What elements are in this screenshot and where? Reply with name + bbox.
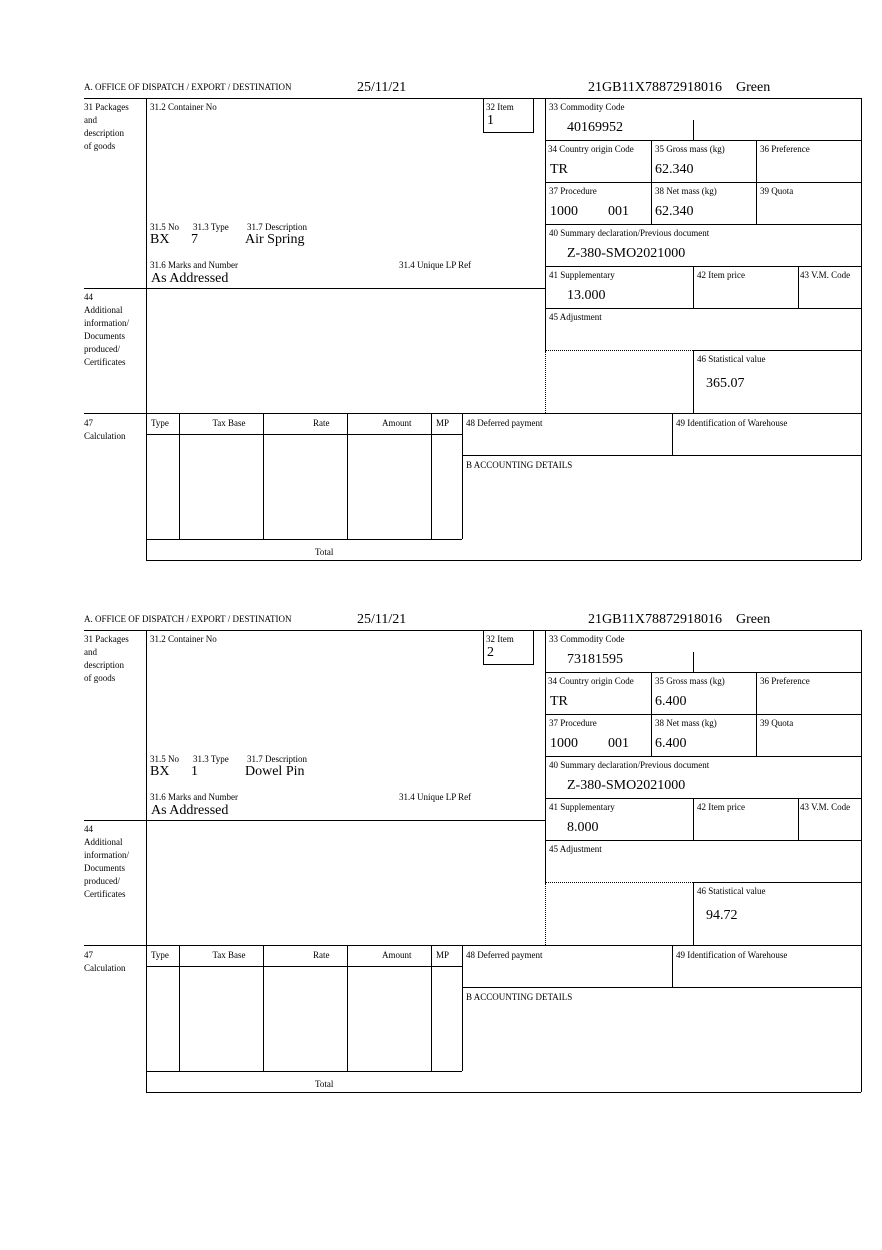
divider: [462, 945, 463, 1071]
accounting-details-label: B ACCOUNTING DETAILS: [466, 992, 573, 1002]
divider: [693, 350, 694, 413]
description-label: 31.7 Description: [247, 754, 307, 764]
gross-mass-value: 6.400: [655, 694, 687, 709]
divider: [462, 987, 861, 988]
divider: [84, 630, 861, 631]
package-type-label: 31.3 Type: [193, 754, 229, 764]
statistical-value-label: 46 Statistical value: [697, 886, 766, 896]
warehouse-label: 49 Identification of Warehouse: [676, 950, 788, 960]
divider: [545, 756, 861, 757]
divider: [545, 140, 861, 141]
divider: [651, 672, 652, 756]
package-type-label: 31.3 Type: [193, 222, 229, 232]
declaration-reference: 21GB11X78872918016: [588, 80, 723, 95]
calc-tax-base-header: Tax Base: [212, 950, 246, 960]
supplementary-label: 41 Supplementary: [549, 270, 615, 280]
divider: [693, 120, 694, 140]
commodity-code-label: 33 Commodity Code: [549, 102, 625, 112]
divider: [693, 882, 694, 945]
calc-rate-header: Rate: [313, 950, 330, 960]
divider: [146, 630, 147, 1092]
divider: [672, 413, 673, 455]
summary-declaration-value: Z-380-SMO2021000: [567, 778, 686, 793]
summary-declaration-label: 40 Summary declaration/Previous document: [549, 760, 710, 770]
divider: [861, 98, 862, 560]
divider: [693, 266, 694, 308]
divider: [545, 182, 861, 183]
procedure-additional-code: 001: [608, 736, 629, 751]
divider: [146, 434, 462, 435]
office-dispatch-label: A. OFFICE OF DISPATCH / EXPORT / DESTINATION: [84, 82, 292, 92]
divider: [545, 350, 693, 351]
warehouse-label: 49 Identification of Warehouse: [676, 418, 788, 428]
total-label: Total: [315, 547, 334, 557]
supplementary-value: 8.000: [567, 820, 599, 835]
package-count-value: 7: [191, 232, 198, 247]
deferred-payment-label: 48 Deferred payment: [466, 418, 543, 428]
adjustment-label: 45 Adjustment: [549, 844, 602, 854]
calc-type-header: Type: [151, 418, 169, 428]
calculation-label: 47 Calculation: [84, 950, 126, 973]
divider: [693, 350, 861, 351]
divider: [84, 820, 546, 821]
divider: [462, 455, 861, 456]
divider: [263, 945, 264, 1071]
quota-label: 39 Quota: [760, 718, 794, 728]
quota-label: 39 Quota: [760, 186, 794, 196]
unique-lp-label: 31.4 Unique LP Ref: [399, 260, 472, 270]
item-label: 32 Item: [486, 102, 514, 112]
adjustment-label: 45 Adjustment: [549, 312, 602, 322]
calc-tax-base-header: Tax Base: [212, 418, 246, 428]
calc-amount-header: Amount: [382, 950, 412, 960]
supplementary-value: 13.000: [567, 288, 606, 303]
country-origin-value: TR: [550, 694, 568, 709]
container-no-label: 31.2 Container No: [150, 634, 217, 644]
divider: [693, 882, 861, 883]
package-kind-value: BX: [150, 764, 170, 779]
additional-info-label: 44 Additional information/ Documents produced/ Certificates: [84, 292, 129, 367]
divider: [693, 652, 694, 672]
accounting-details-label: B ACCOUNTING DETAILS: [466, 460, 573, 470]
package-count-value: 1: [191, 764, 198, 779]
divider: [545, 351, 546, 413]
divider: [146, 560, 861, 561]
divider: [798, 798, 799, 840]
calc-rate-header: Rate: [313, 418, 330, 428]
declaration-item-form-2: [0, 612, 882, 1132]
net-mass-label: 38 Net mass (kg): [655, 186, 717, 196]
divider: [545, 672, 861, 673]
goods-description-value: Dowel Pin: [245, 764, 305, 779]
procedure-code: 1000: [550, 736, 578, 751]
divider: [672, 945, 673, 987]
divider: [756, 672, 757, 756]
preference-label: 36 Preference: [760, 144, 810, 154]
procedure-label: 37 Procedure: [549, 186, 597, 196]
commodity-code-value: 73181595: [567, 652, 623, 667]
container-no-label: 31.2 Container No: [150, 102, 217, 112]
divider: [545, 883, 546, 945]
route-status: Green: [736, 80, 771, 95]
procedure-additional-code: 001: [608, 204, 629, 219]
divider: [146, 1071, 462, 1072]
vm-code-label: 43 V.M. Code: [800, 270, 851, 280]
divider: [84, 413, 861, 414]
divider: [179, 945, 180, 1071]
declaration-date: 25/11/21: [357, 80, 407, 95]
deferred-payment-label: 48 Deferred payment: [466, 950, 543, 960]
gross-mass-label: 35 Gross mass (kg): [655, 676, 725, 686]
procedure-label: 37 Procedure: [549, 718, 597, 728]
divider: [756, 140, 757, 224]
divider: [545, 308, 861, 309]
summary-declaration-label: 40 Summary declaration/Previous document: [549, 228, 710, 238]
declaration-date: 25/11/21: [357, 612, 407, 627]
declaration-item-form-1: [0, 80, 882, 600]
item-price-label: 42 Item price: [697, 270, 745, 280]
divider: [146, 966, 462, 967]
marks-label: 31.6 Marks and Number: [150, 792, 238, 802]
divider: [263, 413, 264, 539]
gross-mass-value: 62.340: [655, 162, 694, 177]
divider: [84, 98, 861, 99]
divider: [545, 840, 861, 841]
item-number: 2: [487, 645, 494, 660]
commodity-code-label: 33 Commodity Code: [549, 634, 625, 644]
additional-info-label: 44 Additional information/ Documents produced/ Certificates: [84, 824, 129, 899]
item-number: 1: [487, 113, 494, 128]
package-kind-value: BX: [150, 232, 170, 247]
divider: [431, 413, 432, 539]
divider: [347, 413, 348, 539]
item-label: 32 Item: [486, 634, 514, 644]
divider: [146, 1092, 861, 1093]
procedure-code: 1000: [550, 204, 578, 219]
country-origin-value: TR: [550, 162, 568, 177]
calc-type-header: Type: [151, 950, 169, 960]
divider: [179, 413, 180, 539]
marks-value: As Addressed: [151, 803, 229, 818]
total-label: Total: [315, 1079, 334, 1089]
divider: [861, 630, 862, 1092]
calc-mp-header: MP: [436, 418, 450, 428]
commodity-code-value: 40169952: [567, 120, 623, 135]
divider: [545, 714, 861, 715]
divider: [347, 945, 348, 1071]
calc-amount-header: Amount: [382, 418, 412, 428]
net-mass-value: 62.340: [655, 204, 694, 219]
divider: [798, 266, 799, 308]
marks-label: 31.6 Marks and Number: [150, 260, 238, 270]
vm-code-label: 43 V.M. Code: [800, 802, 851, 812]
package-no-label: 31.5 No: [150, 222, 179, 232]
divider: [545, 266, 861, 267]
calculation-label: 47 Calculation: [84, 418, 126, 441]
divider: [545, 882, 693, 883]
divider: [693, 798, 694, 840]
country-origin-label: 34 Country origin Code: [548, 144, 634, 154]
description-label: 31.7 Description: [247, 222, 307, 232]
divider: [545, 798, 861, 799]
unique-lp-label: 31.4 Unique LP Ref: [399, 792, 472, 802]
gross-mass-label: 35 Gross mass (kg): [655, 144, 725, 154]
route-status: Green: [736, 612, 771, 627]
declaration-reference: 21GB11X78872918016: [588, 612, 723, 627]
calc-mp-header: MP: [436, 950, 450, 960]
country-origin-label: 34 Country origin Code: [548, 676, 634, 686]
supplementary-label: 41 Supplementary: [549, 802, 615, 812]
packages-description-label: 31 Packages and description of goods: [84, 634, 129, 683]
divider: [84, 945, 861, 946]
goods-description-value: Air Spring: [245, 232, 305, 247]
item-price-label: 42 Item price: [697, 802, 745, 812]
divider: [431, 945, 432, 1071]
divider: [545, 224, 861, 225]
packages-description-label: 31 Packages and description of goods: [84, 102, 129, 151]
package-no-label: 31.5 No: [150, 754, 179, 764]
statistical-value-label: 46 Statistical value: [697, 354, 766, 364]
divider: [651, 140, 652, 224]
net-mass-value: 6.400: [655, 736, 687, 751]
divider: [84, 288, 546, 289]
statistical-value: 365.07: [706, 376, 745, 391]
preference-label: 36 Preference: [760, 676, 810, 686]
office-dispatch-label: A. OFFICE OF DISPATCH / EXPORT / DESTINATION: [84, 614, 292, 624]
net-mass-label: 38 Net mass (kg): [655, 718, 717, 728]
summary-declaration-value: Z-380-SMO2021000: [567, 246, 686, 261]
marks-value: As Addressed: [151, 271, 229, 286]
divider: [146, 98, 147, 560]
divider: [462, 413, 463, 539]
statistical-value: 94.72: [706, 908, 738, 923]
divider: [146, 539, 462, 540]
